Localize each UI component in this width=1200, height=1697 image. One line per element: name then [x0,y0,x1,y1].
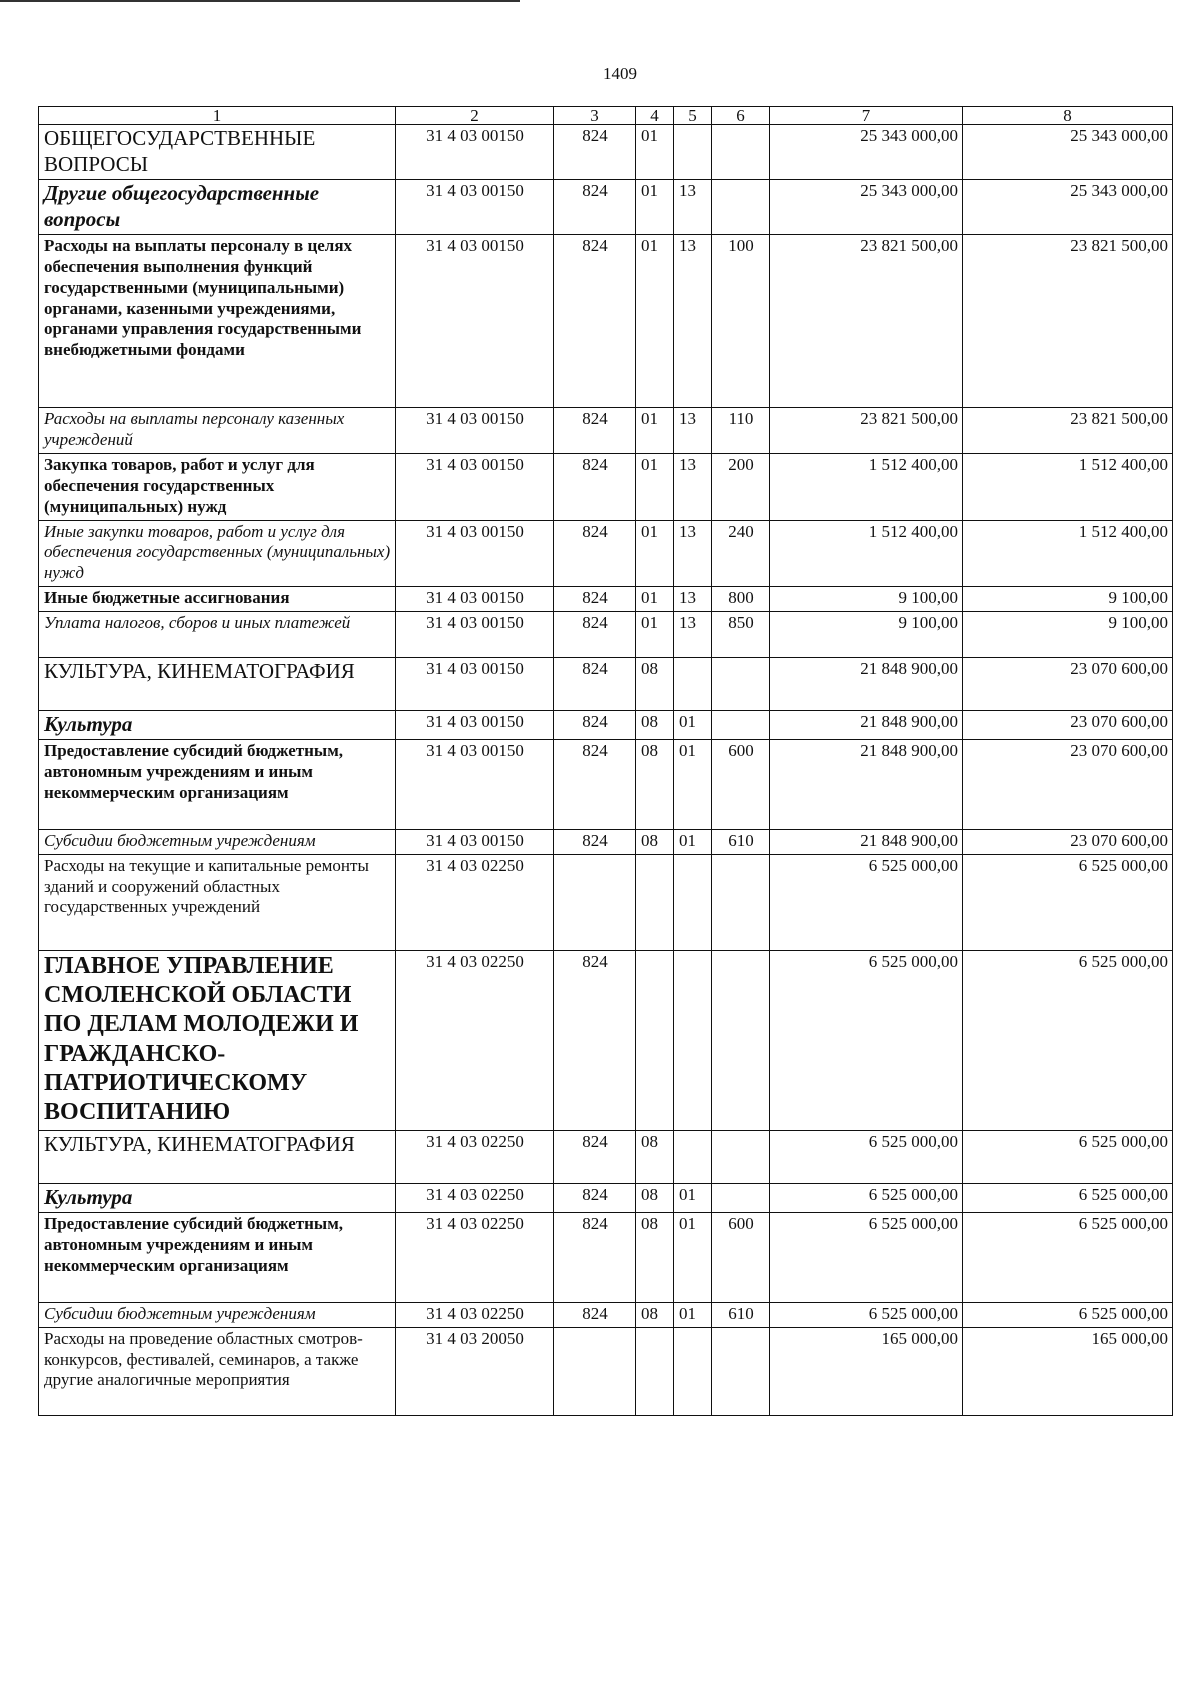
table-row [39,854,1173,950]
ministry-code-cell: 824 [554,710,636,740]
amount-cell: 6 525 000,00 [963,854,1173,950]
subsection-code-cell: 01 [674,1183,712,1213]
subsection-code-cell [674,1327,712,1415]
expense-type-cell: 240 [712,520,770,586]
expense-type-cell [712,1183,770,1213]
amount-cell: 21 848 900,00 [770,710,963,740]
expense-type-cell: 110 [712,408,770,454]
expense-type-cell: 800 [712,586,770,611]
subsection-code-cell [674,950,712,1130]
section-code-cell: 01 [636,586,674,611]
ministry-code-cell: 824 [554,830,636,855]
target-article-cell: 31 4 03 00150 [396,454,554,520]
section-code-cell: 08 [636,1183,674,1213]
amount-cell: 1 512 400,00 [963,454,1173,520]
expense-type-cell: 200 [712,454,770,520]
target-article-cell: 31 4 03 02250 [396,950,554,1130]
amount-cell: 165 000,00 [963,1327,1173,1415]
section-code-cell: 08 [636,830,674,855]
amount-cell: 21 848 900,00 [770,740,963,830]
table-row [39,710,1173,740]
section-code-cell: 01 [636,125,674,180]
expense-type-cell: 100 [712,235,770,408]
column-header: 2 [396,107,554,125]
subsection-code-cell: 01 [674,1213,712,1303]
row-name-cell: Расходы на текущие и капитальные ремонты зданий и сооружений областных государственных учреждений [39,854,396,950]
target-article-cell: 31 4 03 20050 [396,1327,554,1415]
row-name-cell: Субсидии бюджетным учреждениям [39,1303,396,1328]
ministry-code-cell: 824 [554,1130,636,1183]
subsection-code-cell: 13 [674,408,712,454]
ministry-code-cell: 824 [554,1303,636,1328]
ministry-code-cell: 824 [554,1183,636,1213]
amount-cell: 6 525 000,00 [770,1213,963,1303]
amount-cell: 9 100,00 [770,611,963,657]
target-article-cell: 31 4 03 00150 [396,710,554,740]
amount-cell: 23 070 600,00 [963,657,1173,710]
amount-cell: 21 848 900,00 [770,657,963,710]
amount-cell: 6 525 000,00 [963,1130,1173,1183]
table-row [39,1327,1173,1415]
expense-type-cell [712,1327,770,1415]
target-article-cell: 31 4 03 00150 [396,180,554,235]
section-code-cell: 08 [636,1303,674,1328]
section-code-cell [636,854,674,950]
expense-type-cell: 850 [712,611,770,657]
expense-type-cell [712,710,770,740]
target-article-cell: 31 4 03 00150 [396,125,554,180]
ministry-code-cell: 824 [554,408,636,454]
row-name-cell: Расходы на выплаты персоналу казенных учреждений [39,408,396,454]
section-code-cell: 01 [636,611,674,657]
column-header: 6 [712,107,770,125]
amount-cell: 6 525 000,00 [963,950,1173,1130]
amount-cell: 6 525 000,00 [770,1303,963,1328]
row-name-cell: Иные бюджетные ассигнования [39,586,396,611]
ministry-code-cell [554,1327,636,1415]
target-article-cell: 31 4 03 00150 [396,408,554,454]
row-name-cell: Субсидии бюджетным учреждениям [39,830,396,855]
table-body [39,125,1173,1416]
table-row [39,125,1173,180]
subsection-code-cell: 13 [674,454,712,520]
amount-cell: 6 525 000,00 [963,1213,1173,1303]
amount-cell: 9 100,00 [770,586,963,611]
amount-cell: 165 000,00 [770,1327,963,1415]
column-header: 8 [963,107,1173,125]
target-article-cell: 31 4 03 02250 [396,1213,554,1303]
row-name-cell: Закупка товаров, работ и услуг для обеспечения государственных (муниципальных) нужд [39,454,396,520]
ministry-code-cell: 824 [554,125,636,180]
section-code-cell: 01 [636,235,674,408]
subsection-code-cell: 01 [674,740,712,830]
expense-type-cell: 600 [712,1213,770,1303]
amount-cell: 9 100,00 [963,611,1173,657]
row-name-cell: ГЛАВНОЕ УПРАВЛЕНИЕ СМОЛЕНСКОЙ ОБЛАСТИ ПО ДЕЛАМ МОЛОДЕЖИ И ГРАЖДАНСКО-ПАТРИОТИЧЕСКОМУ ВОСПИТАНИЮ [39,950,396,1130]
amount-cell: 21 848 900,00 [770,830,963,855]
amount-cell: 23 821 500,00 [963,408,1173,454]
amount-cell: 25 343 000,00 [963,180,1173,235]
target-article-cell: 31 4 03 02250 [396,854,554,950]
ministry-code-cell: 824 [554,950,636,1130]
budget-table [38,106,1173,1416]
ministry-code-cell: 824 [554,1213,636,1303]
expense-type-cell: 600 [712,740,770,830]
ministry-code-cell: 824 [554,520,636,586]
amount-cell: 23 821 500,00 [770,235,963,408]
ministry-code-cell: 824 [554,657,636,710]
section-code-cell: 08 [636,1130,674,1183]
target-article-cell: 31 4 03 02250 [396,1303,554,1328]
target-article-cell: 31 4 03 02250 [396,1130,554,1183]
table-row [39,611,1173,657]
column-header: 1 [39,107,396,125]
row-name-cell: Культура [39,1183,396,1213]
section-code-cell: 01 [636,520,674,586]
subsection-code-cell: 01 [674,1303,712,1328]
amount-cell: 1 512 400,00 [963,520,1173,586]
subsection-code-cell: 13 [674,180,712,235]
subsection-code-cell: 13 [674,520,712,586]
ministry-code-cell: 824 [554,611,636,657]
section-code-cell: 08 [636,710,674,740]
section-code-cell: 08 [636,657,674,710]
section-code-cell: 01 [636,180,674,235]
amount-cell: 23 070 600,00 [963,740,1173,830]
row-name-cell: КУЛЬТУРА, КИНЕМАТОГРАФИЯ [39,657,396,710]
amount-cell: 6 525 000,00 [770,1183,963,1213]
column-header: 4 [636,107,674,125]
subsection-code-cell [674,854,712,950]
expense-type-cell [712,950,770,1130]
ministry-code-cell: 824 [554,740,636,830]
table-row [39,586,1173,611]
row-name-cell: ОБЩЕГОСУДАРСТВЕННЫЕ ВОПРОСЫ [39,125,396,180]
target-article-cell: 31 4 03 00150 [396,586,554,611]
table-row [39,950,1173,1130]
target-article-cell: 31 4 03 00150 [396,611,554,657]
row-name-cell: Предоставление субсидий бюджетным, автономным учреждениям и иным некоммерческим организациям [39,1213,396,1303]
table-row [39,520,1173,586]
subsection-code-cell: 13 [674,235,712,408]
table-row [39,180,1173,235]
amount-cell: 23 070 600,00 [963,710,1173,740]
table-row [39,740,1173,830]
target-article-cell: 31 4 03 00150 [396,740,554,830]
amount-cell: 6 525 000,00 [963,1303,1173,1328]
section-code-cell [636,950,674,1130]
table-row [39,1213,1173,1303]
target-article-cell: 31 4 03 00150 [396,657,554,710]
subsection-code-cell [674,125,712,180]
amount-cell: 25 343 000,00 [963,125,1173,180]
row-name-cell: Иные закупки товаров, работ и услуг для обеспечения государственных (муниципальных) нужд [39,520,396,586]
table-row [39,408,1173,454]
subsection-code-cell: 01 [674,710,712,740]
table-row [39,454,1173,520]
table-row [39,235,1173,408]
row-name-cell: Предоставление субсидий бюджетным, автономным учреждениям и иным некоммерческим организациям [39,740,396,830]
target-article-cell: 31 4 03 00150 [396,235,554,408]
amount-cell: 6 525 000,00 [770,1130,963,1183]
table-row [39,1130,1173,1183]
section-code-cell: 01 [636,408,674,454]
row-name-cell: Уплата налогов, сборов и иных платежей [39,611,396,657]
section-code-cell [636,1327,674,1415]
row-name-cell: Другие общегосударственные вопросы [39,180,396,235]
top-scan-rule [0,0,520,2]
amount-cell: 1 512 400,00 [770,454,963,520]
expense-type-cell: 610 [712,830,770,855]
ministry-code-cell: 824 [554,586,636,611]
ministry-code-cell: 824 [554,180,636,235]
amount-cell: 6 525 000,00 [770,950,963,1130]
row-name-cell: КУЛЬТУРА, КИНЕМАТОГРАФИЯ [39,1130,396,1183]
subsection-code-cell [674,1130,712,1183]
expense-type-cell: 610 [712,1303,770,1328]
amount-cell: 23 070 600,00 [963,830,1173,855]
target-article-cell: 31 4 03 00150 [396,830,554,855]
section-code-cell: 08 [636,1213,674,1303]
row-name-cell: Культура [39,710,396,740]
section-code-cell: 01 [636,454,674,520]
ministry-code-cell [554,854,636,950]
amount-cell: 1 512 400,00 [770,520,963,586]
table-row [39,1183,1173,1213]
subsection-code-cell: 13 [674,611,712,657]
column-header: 5 [674,107,712,125]
subsection-code-cell: 13 [674,586,712,611]
row-name-cell: Расходы на выплаты персоналу в целях обеспечения выполнения функций государственными (муниципальными) органами, казенными учреждениями, органами управления государственными внебюджетными фондами [39,235,396,408]
expense-type-cell [712,657,770,710]
ministry-code-cell: 824 [554,235,636,408]
amount-cell: 25 343 000,00 [770,125,963,180]
subsection-code-cell [674,657,712,710]
amount-cell: 6 525 000,00 [770,854,963,950]
table-row [39,657,1173,710]
column-header: 7 [770,107,963,125]
subsection-code-cell: 01 [674,830,712,855]
column-header: 3 [554,107,636,125]
expense-type-cell [712,854,770,950]
amount-cell: 9 100,00 [963,586,1173,611]
ministry-code-cell: 824 [554,454,636,520]
expense-type-cell [712,180,770,235]
section-code-cell: 08 [636,740,674,830]
amount-cell: 23 821 500,00 [770,408,963,454]
expense-type-cell [712,125,770,180]
target-article-cell: 31 4 03 02250 [396,1183,554,1213]
target-article-cell: 31 4 03 00150 [396,520,554,586]
column-number-row [39,107,1173,125]
table-row [39,1303,1173,1328]
amount-cell: 6 525 000,00 [963,1183,1173,1213]
page-number: 1409 [603,64,637,83]
table-row [39,830,1173,855]
amount-cell: 23 821 500,00 [963,235,1173,408]
amount-cell: 25 343 000,00 [770,180,963,235]
expense-type-cell [712,1130,770,1183]
row-name-cell: Расходы на проведение областных смотров-конкурсов, фестивалей, семинаров, а также другие аналогичные мероприятия [39,1327,396,1415]
